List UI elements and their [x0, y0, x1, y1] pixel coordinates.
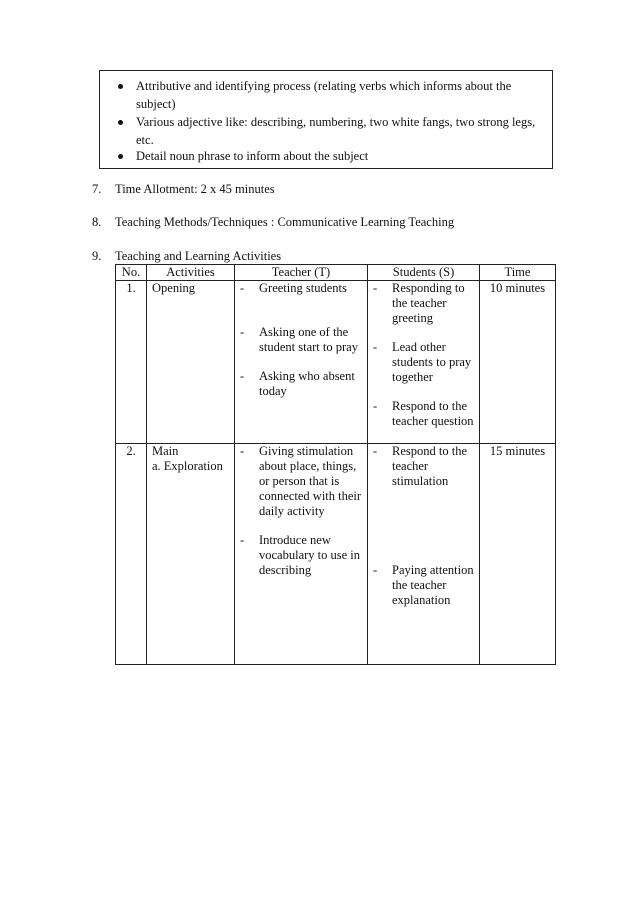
row-activity: [147, 281, 235, 444]
student-step: [368, 281, 479, 326]
activities-table: [115, 264, 556, 665]
activity-label: Opening: [152, 281, 196, 295]
dash-icon: -: [240, 325, 245, 339]
bullet-item: [136, 147, 546, 165]
section-number: 8.: [92, 215, 102, 229]
student-step-text: Lead other students to pray together: [392, 340, 472, 384]
row-teacher: [235, 281, 368, 444]
teacher-step: [235, 281, 367, 296]
row-students: [368, 281, 480, 444]
student-step: [368, 399, 479, 429]
bullet-dot-icon: [118, 84, 123, 89]
teacher-step: [235, 369, 367, 399]
teacher-step-text: Greeting students: [259, 281, 347, 295]
section-text: Teaching and Learning Activities: [115, 249, 282, 263]
row-students: [368, 444, 480, 665]
dash-icon: -: [240, 281, 245, 295]
student-step: [368, 563, 479, 608]
student-step-text: Respond to the teacher stimulation: [392, 444, 467, 488]
table-row: [116, 444, 556, 665]
section-teaching-methods: [92, 214, 454, 230]
section-number: 7.: [92, 182, 102, 196]
bullet-text: Attributive and identifying process (relating verbs which informs about the subject): [136, 79, 512, 111]
row-number: 2.: [116, 444, 147, 665]
section-number: 9.: [92, 249, 102, 263]
student-step: [368, 340, 479, 385]
header-time: Time: [480, 265, 556, 281]
row-teacher: [235, 444, 368, 665]
teacher-step: [235, 533, 367, 578]
dash-icon: -: [373, 444, 378, 458]
bullet-dot-icon: [118, 154, 123, 159]
section-time-allotment: [92, 181, 275, 197]
activity-sublabel: a. Exploration: [152, 459, 223, 473]
row-number: 1.: [116, 281, 147, 444]
header-no: No.: [116, 265, 147, 281]
student-step: [368, 444, 479, 489]
student-step-text: Paying attention the teacher explanation: [392, 563, 474, 607]
dash-icon: -: [373, 399, 378, 413]
dash-icon: -: [240, 444, 245, 458]
teacher-step-text: Introduce new vocabulary to use in describing: [259, 533, 361, 577]
row-time: 10 minutes: [480, 281, 556, 444]
dash-icon: -: [240, 533, 245, 547]
bullet-item: [136, 77, 546, 113]
row-activity: [147, 444, 235, 665]
bullet-dot-icon: [118, 120, 123, 125]
dash-icon: -: [373, 340, 378, 354]
teacher-step-text: Asking one of the student start to pray: [259, 325, 358, 354]
student-step-text: Responding to the teacher greeting: [392, 281, 465, 325]
teacher-step-text: Giving stimulation about place, things, or person that is connected with their daily activity: [259, 444, 362, 518]
section-activities: [92, 248, 281, 264]
student-step-text: Respond to the teacher question: [392, 399, 474, 428]
header-teacher: Teacher (T): [235, 265, 368, 281]
bullet-item: [136, 113, 546, 149]
section-text: Teaching Methods/Techniques : Communicative Learning Teaching: [115, 215, 455, 229]
summary-box: [99, 70, 553, 169]
activity-label: Main: [152, 444, 179, 458]
bullet-text: Various adjective like: describing, numbering, two white fangs, two strong legs, etc.: [136, 115, 536, 147]
header-students: Students (S): [368, 265, 480, 281]
section-text: Time Allotment: 2 x 45 minutes: [115, 182, 275, 196]
bullet-text: Detail noun phrase to inform about the subject: [136, 149, 369, 163]
dash-icon: -: [373, 281, 378, 295]
dash-icon: -: [373, 563, 378, 577]
teacher-step-text: Asking who absent today: [259, 369, 355, 398]
header-activities: Activities: [147, 265, 235, 281]
teacher-step: [235, 325, 367, 355]
teacher-step: [235, 444, 367, 519]
row-time: 15 minutes: [480, 444, 556, 665]
table-header-row: [116, 265, 556, 281]
table-row: [116, 281, 556, 444]
dash-icon: -: [240, 369, 245, 383]
